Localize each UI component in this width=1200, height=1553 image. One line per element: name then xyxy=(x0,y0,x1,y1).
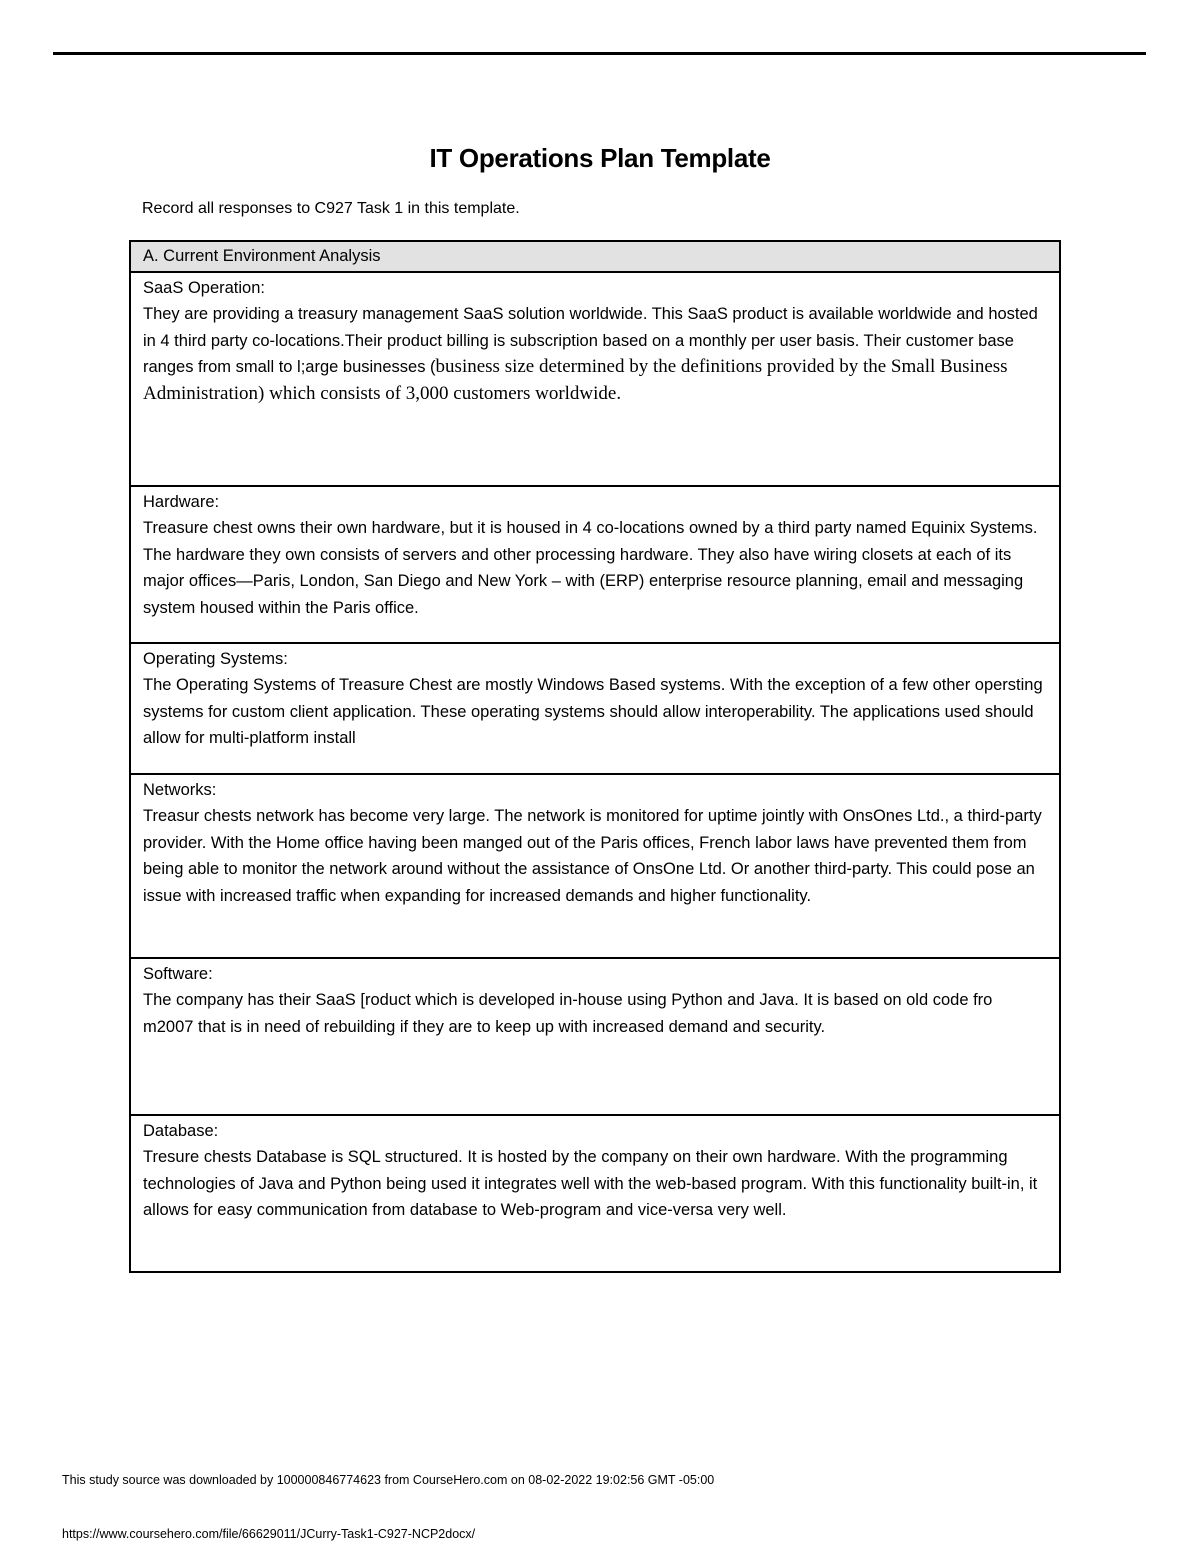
section-label: Software: xyxy=(143,964,213,983)
section-label: Database: xyxy=(143,1121,219,1140)
software-row xyxy=(130,958,1060,1115)
table-header: A. Current Environment Analysis xyxy=(130,241,1060,272)
top-rule xyxy=(53,52,1146,55)
section-label: Networks: xyxy=(143,780,217,799)
environment-analysis-table xyxy=(129,240,1061,1273)
page-title: IT Operations Plan Template xyxy=(429,143,771,173)
section-body: They are providing a treasury management SaaS solution worldwide. This SaaS product is available worldwide and hosted in 4 third party co-locations.Their product billing is subscription based on a monthly per user basis. Their customer base ranges from small to l;arge businesses ( xyxy=(143,305,1038,376)
operating-systems-cell xyxy=(130,643,1060,774)
networks-row xyxy=(130,774,1060,958)
saas-operation-row xyxy=(130,272,1060,486)
source-url[interactable]: https://www.coursehero.com/file/66629011/JCurry-Task1-C927-NCP2docx/ xyxy=(62,1527,476,1541)
section-label: Operating Systems: xyxy=(143,649,288,668)
networks-cell xyxy=(130,774,1060,958)
database-cell xyxy=(130,1115,1060,1272)
saas-operation-cell xyxy=(130,272,1060,486)
hardware-cell xyxy=(130,486,1060,643)
instructions-text: Record all responses to C927 Task 1 in this template. xyxy=(142,200,520,217)
section-label: Hardware: xyxy=(143,492,220,511)
section-body-serif: business size determined by the definitions provided by the Small Business Administration) which consists of 3,000 customers worldwide. xyxy=(143,356,1008,404)
section-body: The Operating Systems of Treasure Chest are mostly Windows Based systems. With the exception of a few other opersting systems for custom client application. These operating systems should allow interoperability. The applications used should allow for multi-platform install xyxy=(143,676,1043,747)
section-body: Tresure chests Database is SQL structured. It is hosted by the company on their own hardware. With the programming technologies of Java and Python being used it integrates well with the web-based program. With this functionality built-in, it allows for easy communication from database to Web-program and vice-versa very well. xyxy=(143,1148,1038,1219)
database-row xyxy=(130,1115,1060,1272)
software-cell xyxy=(130,958,1060,1115)
operating-systems-row xyxy=(130,643,1060,774)
section-label: SaaS Operation: xyxy=(143,278,265,297)
section-body: Treasur chests network has become very large. The network is monitored for uptime jointly with OnsOnes Ltd., a third-party provider. With the Home office having been manged out of the Paris offices, French labor laws have prevented them from being able to monitor the network around without the assistance of OnsOne Ltd. Or another third-party. This could pose an issue with increased traffic when expanding for increased demands and higher functionality. xyxy=(143,807,1042,905)
section-body: The company has their SaaS [roduct which is developed in-house using Python and Java. It is based on old code fro m2007 that is in need of rebuilding if they are to keep up with increased demand and security. xyxy=(143,991,993,1036)
download-source-note: This study source was downloaded by 100000846774623 from CourseHero.com on 08-02-2022 19:02:56 GMT -05:00 xyxy=(62,1473,715,1487)
section-body: Treasure chest owns their own hardware, but it is housed in 4 co-locations owned by a third party named Equinix Systems. The hardware they own consists of servers and other processing hardware. They also have wiring closets at each of its major offices—Paris, London, San Diego and New York – with (ERP) enterprise resource planning, email and messaging system housed within the Paris office. xyxy=(143,519,1038,617)
hardware-row xyxy=(130,486,1060,643)
